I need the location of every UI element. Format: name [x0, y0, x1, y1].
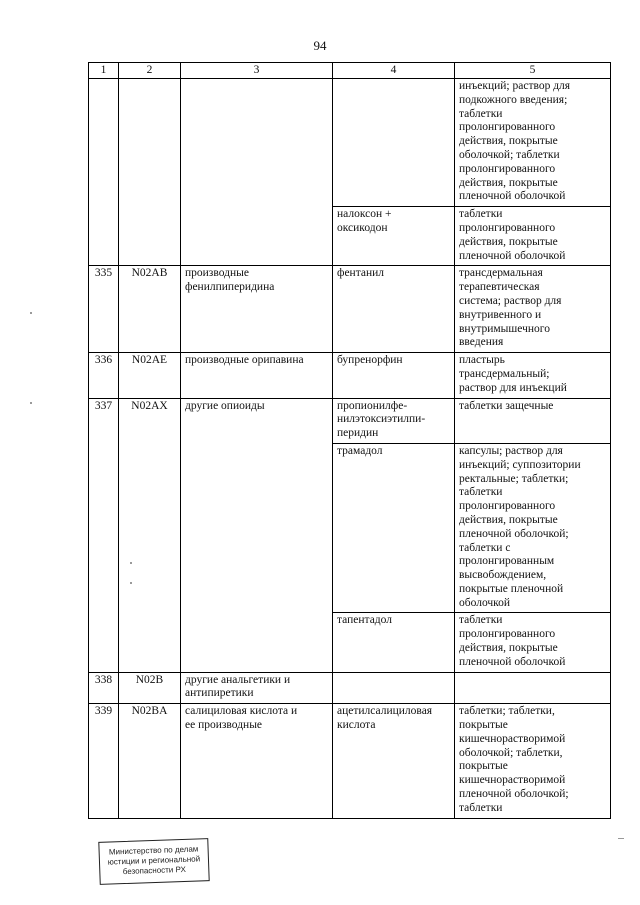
- group-name-text: другие опиоиды: [185, 399, 265, 412]
- row-number-text: 336: [94, 354, 113, 367]
- medicine-table: [88, 62, 611, 819]
- dosage-form-text: таблетки защечные: [459, 399, 554, 412]
- header-col-1: 1: [89, 63, 119, 79]
- margin-mark: [30, 402, 32, 404]
- dosage-form-text: капсулы; раствор для инъекций; суппозитории ректальные; таблетки; таблетки пролонгированного действия, покрытые пленочной оболочкой; таблетки с пролонгированным высвобождением, покрытые пленочной оболочкой: [459, 444, 581, 609]
- dosage-form-cell: [455, 672, 611, 704]
- atc-code-cell: [119, 79, 181, 266]
- substance-text: трамадол: [337, 444, 383, 457]
- atc-code-text: N02AE: [131, 354, 168, 367]
- group-name-cell: [181, 266, 333, 353]
- substance-cell: [333, 704, 455, 818]
- table-row: [89, 79, 611, 207]
- margin-mark: [30, 312, 32, 314]
- table-body: [89, 79, 611, 819]
- group-name-cell: [181, 353, 333, 398]
- substance-text: ацетилсалициловая кислота: [337, 705, 433, 732]
- margin-mark: [618, 838, 624, 839]
- substance-cell: [333, 443, 455, 613]
- dosage-form-text: трансдермальная терапевтическая система; раствор для внутривенного и внутримышечного введения: [459, 267, 562, 349]
- dosage-form-text: инъекций; раствор для подкожного введения; таблетки пролонгированного действия, покрытые оболочкой; таблетки пролонгированного действия, покрытые пленочной оболочкой: [459, 80, 571, 203]
- page-number: 94: [313, 38, 327, 53]
- row-number-cell: [89, 704, 119, 818]
- dosage-form-cell: [455, 443, 611, 613]
- row-number-cell: [89, 79, 119, 266]
- row-number-cell: [89, 398, 119, 672]
- row-number-cell: [89, 672, 119, 704]
- table-row: [89, 266, 611, 353]
- margin-mark: [130, 582, 132, 584]
- substance-cell: [333, 353, 455, 398]
- atc-code-cell: [119, 353, 181, 398]
- group-name-text: салициловая кислота и ее производные: [185, 705, 298, 732]
- atc-code-text: N02AB: [131, 267, 168, 280]
- atc-code-cell: [119, 672, 181, 704]
- substance-text: фентанил: [337, 267, 385, 280]
- group-name-text: производные фенилпиперидина: [185, 267, 275, 294]
- row-number-text: 337: [94, 399, 113, 412]
- margin-mark: [130, 562, 132, 564]
- substance-cell: [333, 613, 455, 672]
- row-number-cell: [89, 266, 119, 353]
- stamp-line: Министерство по делам: [108, 844, 199, 857]
- header-col-2: 2: [119, 63, 181, 79]
- row-number-text: 339: [94, 705, 113, 718]
- dosage-form-text: таблетки; таблетки, покрытые кишечнорастворимой оболочкой; таблетки, покрытые кишечнорастворимой пленочной оболочкой; таблетки: [459, 705, 569, 814]
- table-row: [89, 398, 611, 443]
- substance-text: бупренорфин: [337, 354, 403, 367]
- dosage-form-cell: [455, 79, 611, 207]
- table-row: [89, 672, 611, 704]
- row-number-text: 335: [94, 267, 113, 280]
- substance-cell: [333, 266, 455, 353]
- dosage-form-cell: [455, 207, 611, 266]
- atc-code-cell: [119, 266, 181, 353]
- group-name-cell: [181, 398, 333, 672]
- header-col-5: 5: [455, 63, 611, 79]
- group-name-text: производные орипавина: [185, 354, 304, 367]
- substance-cell: [333, 79, 455, 207]
- substance-text: тапентадол: [337, 614, 392, 627]
- dosage-form-cell: [455, 613, 611, 672]
- stamp-line: юстиции и региональной: [107, 854, 201, 867]
- header-col-4: 4: [333, 63, 455, 79]
- table-header: [89, 63, 611, 79]
- dosage-form-text: таблетки пролонгированного действия, покрытые пленочной оболочкой: [459, 614, 566, 668]
- ministry-stamp: [98, 838, 209, 885]
- substance-cell: [333, 207, 455, 266]
- dosage-form-cell: [455, 398, 611, 443]
- dosage-form-cell: [455, 353, 611, 398]
- group-name-text: другие анальгетики и антипиретики: [185, 673, 291, 700]
- substance-cell: [333, 672, 455, 704]
- group-name-cell: [181, 672, 333, 704]
- group-name-cell: [181, 704, 333, 818]
- group-name-cell: [181, 79, 333, 266]
- dosage-form-cell: [455, 704, 611, 818]
- substance-text: пропионилфе- нилэтоксиэтилпи- перидин: [337, 399, 426, 440]
- atc-code-text: N02AX: [131, 399, 168, 412]
- row-number-text: 338: [94, 673, 113, 686]
- atc-code-cell: [119, 398, 181, 672]
- dosage-form-cell: [455, 266, 611, 353]
- table-row: [89, 704, 611, 818]
- dosage-form-text: таблетки пролонгированного действия, покрытые пленочной оболочкой: [459, 208, 566, 262]
- atc-code-text: N02BA: [131, 705, 168, 718]
- row-number-cell: [89, 353, 119, 398]
- stamp-line: безопасности РХ: [122, 864, 186, 877]
- substance-text: налоксон + оксикодон: [337, 208, 392, 234]
- substance-cell: [333, 398, 455, 443]
- atc-code-text: N02B: [135, 673, 164, 686]
- header-col-3: 3: [181, 63, 333, 79]
- dosage-form-text: пластырь трансдермальный; раствор для инъекций: [459, 354, 567, 394]
- table-row: [89, 353, 611, 398]
- atc-code-cell: [119, 704, 181, 818]
